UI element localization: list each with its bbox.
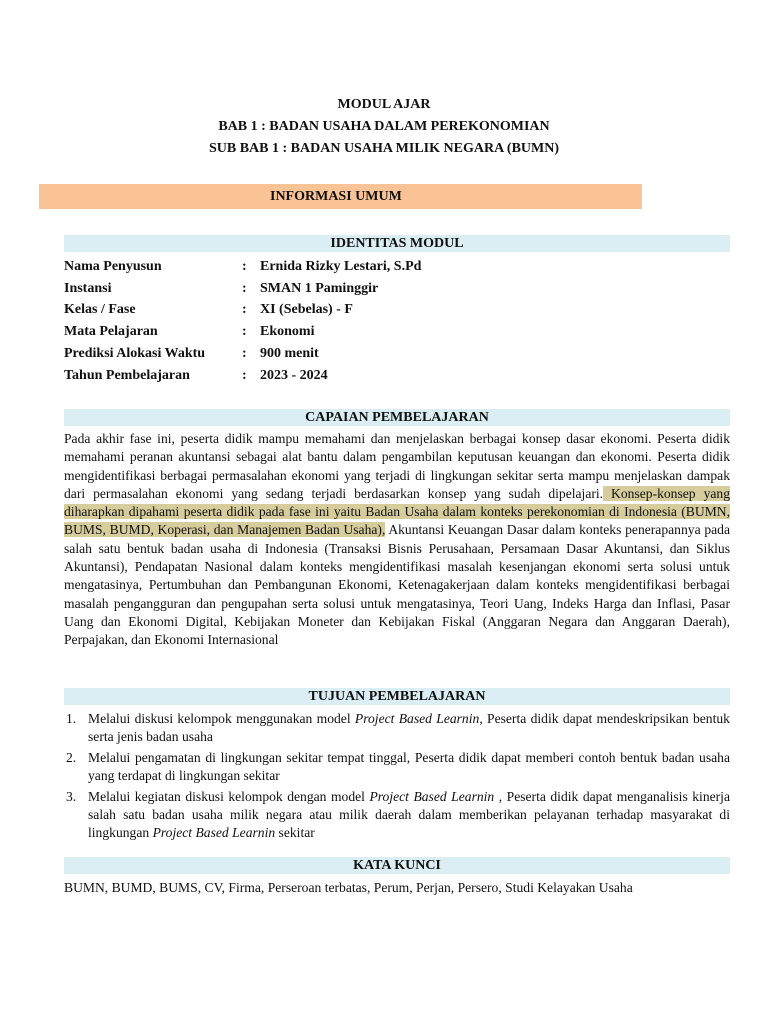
identity-label: Prediksi Alokasi Waktu	[64, 346, 206, 361]
identity-label: Tahun Pembelajaran	[64, 368, 190, 383]
document-title: MODUL AJAR	[337, 97, 431, 112]
list-text: Melalui pengamatan di lingkungan sekitar tempat tinggal, Peserta didik dapat memberi contoh bentuk badan usaha yang terdapat di lingkungan sekitar	[88, 750, 730, 783]
identity-colon: :	[242, 281, 247, 296]
capaian-highlighted-text: Konsep-konsep yang diharapkan dipahami peserta didik pada fase ini yaitu Badan Usaha dalam konteks perekonomian di Indonesia (BUMN, BUMS, BUMD, Koperasi, dan Manajemen Badan Usaha),	[64, 485, 730, 538]
list-item	[64, 749, 730, 785]
identity-row	[64, 323, 730, 341]
identity-value: 900 menit	[260, 346, 319, 361]
identity-row	[64, 280, 730, 298]
capaian-paragraph	[64, 430, 730, 650]
identity-row	[64, 367, 730, 385]
list-item	[64, 788, 730, 842]
tujuan-pembelajaran-header: TUJUAN PEMBELAJARAN	[64, 688, 730, 705]
list-item	[64, 710, 730, 746]
identity-value: Ernida Rizky Lestari, S.Pd	[260, 259, 422, 274]
identity-value: 2023 - 2024	[260, 368, 328, 383]
capaian-text-continued: Akuntansi Keuangan Dasar dalam konteks penerapannya pada salah satu bentuk badan usaha di Indonesia (Transaksi Bisnis Perusahaan, Persamaan Dasar Akuntansi, dan Siklus Akuntansi), Pendapatan Nasional dalam konteks mengidentifikasi masalah kesenjangan ekonomi serta solusi untuk mengatasinya, Pertumbuhan dan Pembangunan Ekonomi, Ketenagakerjaan dalam konteks mengidentifikasi berbagai masalah pengangguran dan pengupahan serta solusi untuk mengatasinya, Teori Uang, Indeks Harga dan Inflasi, Pasar Uang dan Ekonomi Digital, Kebijakan Moneter dan Kebijakan Fiskal (Anggaran Negara dan Anggaran Daerah), Perpajakan, dan Ekonomi Internasional	[64, 522, 730, 648]
list-number: 3.	[66, 789, 77, 804]
capaian-text: Pada akhir fase ini, peserta didik mampu memahami dan menjelaskan berbagai konsep dasar ekonomi. Peserta didik memahami peranan akuntansi sebagai alat bantu dalam pengambilan keputusan keuangan dan ekonomi. Peserta didik mengidentifikasi berbagai permasalahan ekonomi yang terjadi di lingkungan sekitar serta mampu menjelaskan dampak dari permasalahan ekonomi yang sedang terjadi berdasarkan konsep yang sudah dipelajari.	[64, 431, 730, 501]
capaian-pembelajaran-header: CAPAIAN PEMBELAJARAN	[64, 409, 730, 426]
kata-kunci-header: KATA KUNCI	[64, 857, 730, 874]
tujuan-list	[64, 710, 730, 845]
list-text: sekitar	[275, 825, 315, 840]
subchapter-title: SUB BAB 1 : BADAN USAHA MILIK NEGARA (BUMN)	[208, 141, 560, 156]
list-emphasis: Project Based Learnin	[369, 789, 495, 804]
identity-label: Mata Pelajaran	[64, 324, 158, 339]
identity-value: XI (Sebelas) - F	[260, 302, 353, 317]
identity-label: Instansi	[64, 281, 112, 296]
identity-value: SMAN 1 Paminggir	[260, 281, 379, 296]
identity-colon: :	[242, 302, 247, 317]
identity-row	[64, 301, 730, 319]
identity-colon: :	[242, 346, 247, 361]
identity-colon: :	[242, 368, 247, 383]
identity-label: Nama Penyusun	[64, 259, 162, 274]
list-text: Melalui kegiatan diskusi kelompok dengan model	[88, 789, 370, 804]
informasi-umum-title: INFORMASI UMUM	[270, 189, 402, 204]
identity-row	[64, 345, 730, 363]
identity-colon: :	[242, 324, 247, 339]
identity-colon: :	[242, 259, 247, 274]
list-emphasis: Project Based Learnin	[152, 825, 276, 840]
chapter-title: BAB 1 : BADAN USAHA DALAM PEREKONOMIAN	[218, 119, 550, 134]
list-text: , Peserta didik dapat menganalisis kinerja salah satu badan usaha milik negara atau milik daerah dalam memberikan pelayanan terhadap masyarakat di lingkungan	[88, 789, 730, 840]
kata-kunci-text: BUMN, BUMD, BUMS, CV, Firma, Perseroan terbatas, Perum, Perjan, Persero, Studi Kelayakan Usaha	[64, 880, 633, 895]
identitas-modul-header: IDENTITAS MODUL	[64, 235, 730, 252]
list-number: 1.	[66, 711, 77, 726]
identity-value: Ekonomi	[260, 324, 315, 339]
list-number: 2.	[66, 750, 77, 765]
list-text: Melalui diskusi kelompok menggunakan model	[88, 711, 355, 726]
list-text: , Peserta didik dapat mendeskripsikan bentuk serta jenis badan usaha	[88, 711, 730, 744]
identity-row	[64, 258, 730, 276]
informasi-umum-header	[39, 184, 642, 209]
identity-label: Kelas / Fase	[64, 302, 136, 317]
list-emphasis: Project Based Learnin	[354, 711, 480, 726]
